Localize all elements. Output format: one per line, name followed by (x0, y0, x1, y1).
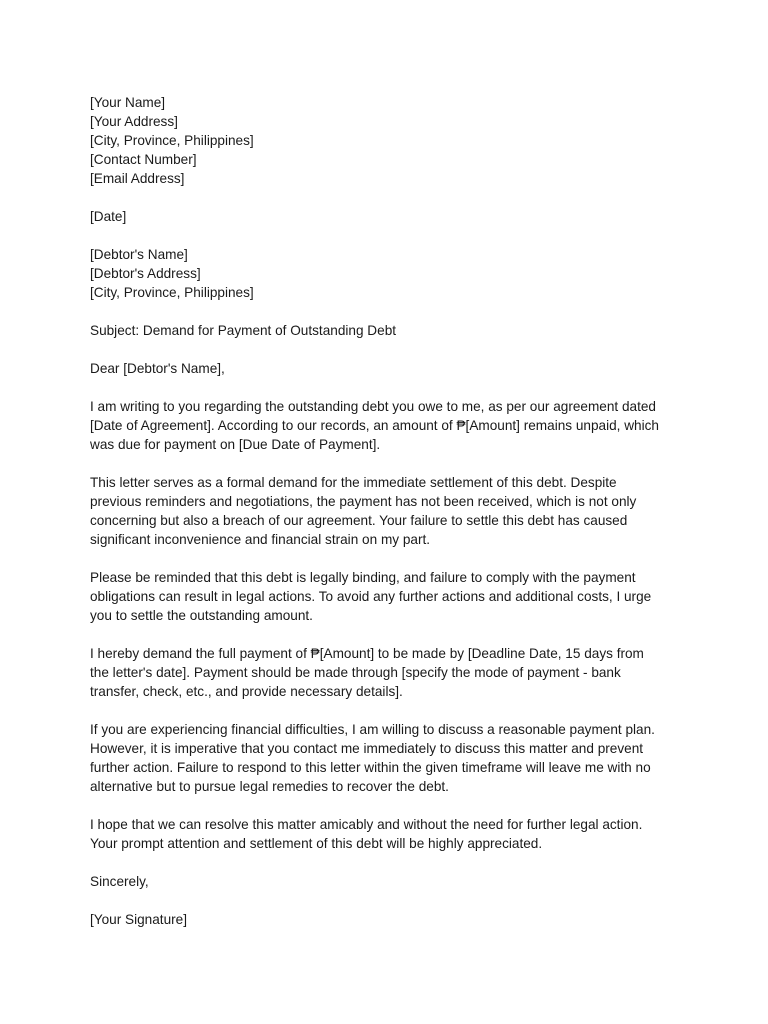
paragraph-line: significant inconvenience and financial strain on my part. (90, 532, 431, 547)
subject-block (90, 321, 690, 340)
paragraph-line: was due for payment on [Due Date of Payment]. (90, 437, 381, 452)
paragraph-4 (90, 644, 690, 701)
paragraph-line: obligations can result in legal actions. To avoid any further actions and additional costs, I urge (90, 589, 652, 604)
signature-block (90, 910, 690, 929)
paragraph-line: the letter's date]. Payment should be made through [specify the mode of payment - bank (90, 665, 621, 680)
paragraph-line: concerning but also a breach of our agreement. Your failure to settle this debt has caused (90, 513, 628, 528)
paragraph-line: Your prompt attention and settlement of this debt will be highly appreciated. (90, 836, 543, 851)
paragraph-line: you to settle the outstanding amount. (90, 608, 313, 623)
sender-block (90, 93, 690, 188)
paragraph-line: [Date of Agreement]. According to our records, an amount of ₱[Amount] remains unpaid, which (90, 418, 659, 433)
closing: Sincerely, (90, 874, 149, 889)
paragraph-line: further action. Failure to respond to this letter within the given timeframe will leave me with no (90, 760, 651, 775)
paragraph-line: This letter serves as a formal demand for the immediate settlement of this debt. Despite (90, 475, 617, 490)
sender-name: [Your Name] (90, 95, 166, 110)
closing-block (90, 872, 690, 891)
paragraph-line: I hope that we can resolve this matter amicably and without the need for further legal action. (90, 817, 643, 832)
paragraph-line: alternative but to pursue legal remedies to recover the debt. (90, 779, 449, 794)
paragraph-line: I hereby demand the full payment of ₱[Amount] to be made by [Deadline Date, 15 days from (90, 646, 644, 661)
letter-date: [Date] (90, 209, 127, 224)
sender-address: [Your Address] (90, 114, 178, 129)
recipient-name: [Debtor's Name] (90, 247, 188, 262)
paragraph-line: However, it is imperative that you contact me immediately to discuss this matter and prevent (90, 741, 644, 756)
paragraph-1 (90, 397, 690, 454)
paragraph-3 (90, 568, 690, 625)
sender-contact: [Contact Number] (90, 152, 197, 167)
paragraph-line: If you are experiencing financial difficulties, I am willing to discuss a reasonable payment plan. (90, 722, 655, 737)
paragraph-6 (90, 815, 690, 853)
salutation-block (90, 359, 690, 378)
recipient-block (90, 245, 690, 302)
paragraph-5 (90, 720, 690, 796)
letter-body (90, 93, 690, 929)
salutation: Dear [Debtor's Name], (90, 361, 225, 376)
recipient-address: [Debtor's Address] (90, 266, 201, 281)
date-block (90, 207, 690, 226)
paragraph-line: Please be reminded that this debt is legally binding, and failure to comply with the payment (90, 570, 636, 585)
paragraph-line: previous reminders and negotiations, the payment has not been received, which is not only (90, 494, 637, 509)
signature: [Your Signature] (90, 912, 187, 927)
sender-city: [City, Province, Philippines] (90, 133, 254, 148)
paragraph-line: I am writing to you regarding the outstanding debt you owe to me, as per our agreement dated (90, 399, 656, 414)
paragraph-line: transfer, check, etc., and provide necessary details]. (90, 684, 403, 699)
recipient-city: [City, Province, Philippines] (90, 285, 254, 300)
subject-line: Subject: Demand for Payment of Outstanding Debt (90, 323, 397, 338)
paragraph-2 (90, 473, 690, 549)
sender-email: [Email Address] (90, 171, 185, 186)
